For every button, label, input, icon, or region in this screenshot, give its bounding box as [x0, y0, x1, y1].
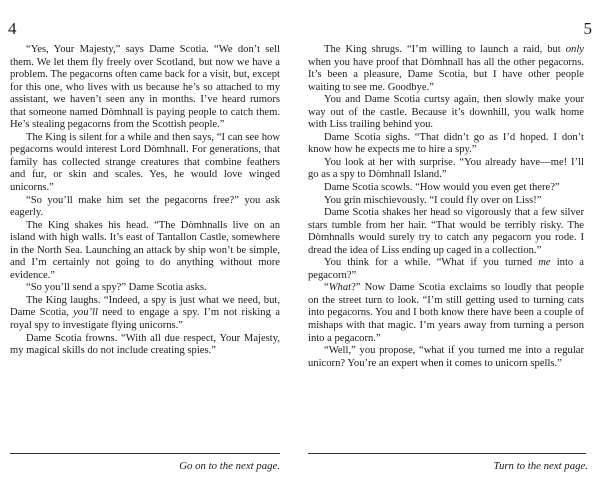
paragraph	[308, 132, 584, 157]
emphasis: What	[328, 282, 352, 294]
text-run: The King laughs. “Indeed, a spy is just what we need, but, Dame Scotia,	[10, 294, 280, 319]
right-page	[300, 0, 600, 492]
paragraph	[308, 44, 584, 94]
text-run: need to engage a spy. I’m not risking a royal spy to investigate flying unicorns.”	[10, 307, 280, 332]
paragraph	[10, 282, 280, 295]
paragraph	[10, 333, 280, 358]
paragraph	[308, 257, 584, 282]
text-run: You think for a while. “What if you turned	[324, 257, 539, 269]
text-run: ?” Now Dame Scotia exclaims so loudly that people on the street turn to look. “I’m still getting used to turning cats into pegacorns. You and I both know there have been a couple of mishaps with that magic. I’m years away from turning a person into a pegacorn.”	[308, 282, 584, 344]
text-run: “	[324, 282, 329, 294]
page-number: 4	[8, 19, 17, 38]
emphasis: me	[538, 257, 551, 269]
emphasis: only	[565, 44, 584, 55]
text-run: The King shakes his head. “The Dòmhnalls live on an island with high walls. It’s east of Tantallon Castle, somewhere in the North Sea. Launching an attack by ship won’t be simple, and I’m certainly not going to do anything without more evidence.”	[10, 219, 280, 281]
text-run: You and Dame Scotia curtsy again, then slowly make your way out of the castle. Because it’s downhill, you walk home with Liss trailing behind you.	[308, 94, 584, 131]
paragraph	[10, 44, 280, 132]
paragraph	[308, 182, 584, 195]
text-run: into a pegacorn?”	[308, 257, 584, 281]
emphasis: you’ll	[73, 307, 98, 319]
text-run: Dame Scotia shakes her head so vigorously that a few silver stars tumble from her hair. “That would be terribly risky. The Dòmhnalls would surely try to catch any pegacorn you rode. I dread the idea of Liss ending up caged in a collection.”	[308, 207, 584, 256]
page-number: 5	[583, 19, 592, 38]
text-run: “Yes, Your Majesty,” says Dame Scotia. “We don’t sell them. We let them fly freely over Scotland, but now we have a problem. The pegacorns often came back for a visit, but, except for this one, who lives with us because he’s so attached to my assistant, we haven’t seen any in months. I’ve heard rumors that someone named Dòmhnall is paying people to catch them. He’s stealing pegacorns from the Scottish people.”	[10, 44, 280, 131]
paragraph	[308, 345, 584, 370]
paragraph	[10, 132, 280, 195]
text-run: You look at her with surprise. “You already have—me! I’ll go as a spy to Dòmhnall Island.”	[308, 156, 584, 181]
paragraph	[10, 220, 280, 283]
text-run: Dame Scotia frowns. “With all due respect, Your Majesty, my magical skills do not include creating spies.”	[10, 332, 280, 357]
text-run: “So you’ll send a spy?” Dame Scotia asks.	[26, 282, 207, 294]
text-run: when you have proof that Dòmhnall has all the other pegacorns. It’s been a pleasure, Dame Scotia, but I have other people waiting to see me. Goodbye.”	[308, 56, 584, 93]
text-run: Dame Scotia sighs. “That didn’t go as I’d hoped. I don’t know how he expects me to hire a spy.”	[308, 131, 584, 156]
text-run: Dame Scotia scowls. “How would you even get there?”	[324, 182, 560, 194]
footer-divider	[10, 453, 280, 454]
text-run: “So you’ll make him set the pegacorns free?” you ask eagerly.	[10, 194, 280, 219]
text-run: The King is silent for a while and then says, “I can see how pegacorns would interest Lord Dòmhnall. For generations, that family has collected strange creatures that combine feathers and fur, or skin and scales. Yes, he would love winged unicorns.”	[10, 131, 280, 194]
text-run: “Well,” you propose, “what if you turned me into a regular unicorn? You’re an expert when it comes to unicorn spells.”	[308, 345, 584, 369]
footer-divider	[308, 453, 586, 454]
paragraph	[308, 157, 584, 182]
page-body	[10, 44, 280, 358]
next-page-link[interactable]: Turn to the next page.	[493, 460, 588, 472]
text-run: You grin mischievously. “I could fly over on Liss!”	[324, 194, 542, 206]
paragraph	[10, 295, 280, 333]
paragraph	[308, 94, 584, 132]
paragraph	[308, 195, 584, 208]
next-page-link[interactable]: Go on to the next page.	[179, 460, 280, 472]
paragraph	[10, 195, 280, 220]
page-body	[308, 44, 584, 370]
paragraph	[308, 282, 584, 345]
text-run: The King shrugs. “I’m willing to launch a raid, but	[324, 44, 566, 55]
paragraph	[308, 207, 584, 257]
